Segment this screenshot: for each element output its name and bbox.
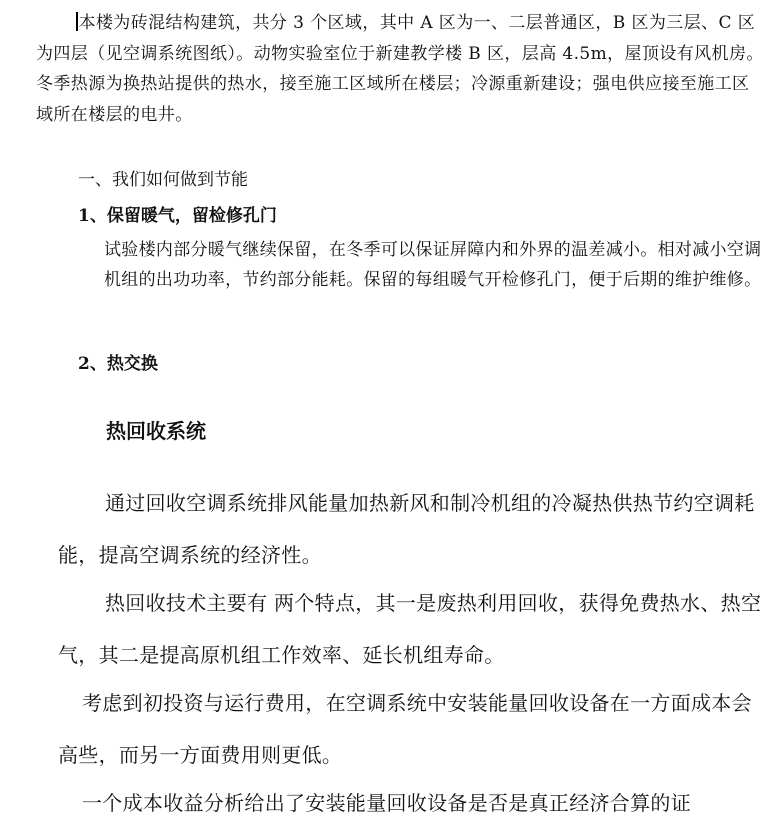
paragraph-heat-recovery-features: 热回收技术主要有 两个特点，其一是废热利用回收，获得免费热水、热空气，其二是提高原机组工作效率、延长机组寿命。 xyxy=(58,591,762,667)
subheading-keep-heating-body: 试验楼内部分暖气继续保留，在冬季可以保证屏障内和外界的温差减小。相对减小空调机组的出功功率，节约部分能耗。保留的每组暖气开检修孔门，便于后期的维护维修。 xyxy=(104,240,762,290)
paragraph-heat-recovery-intro: 通过回收空调系统排风能量加热新风和制冷机组的冷凝热供热节约空调耗能，提高空调系统的经济性。 xyxy=(58,491,755,567)
subheading-heat-exchange: 2、热交换 xyxy=(78,354,158,374)
subheading-keep-heating: 1、保留暖气，留检修孔门 xyxy=(78,206,277,226)
heading-how-to-save-energy: 一、我们如何做到节能 xyxy=(78,170,248,190)
paragraph-cost-benefit: 一个成本收益分析给出了安装能量回收设备是否是真正经济合算的证 xyxy=(82,791,691,815)
text-cursor xyxy=(76,12,78,31)
paragraph-cost-consideration: 考虑到初投资与运行费用，在空调系统中安装能量回收设备在一方面成本会高些，而另一方面费用则更低。 xyxy=(58,691,752,767)
section-title-heat-recovery: 热回收系统 xyxy=(106,419,206,443)
intro-text: 本楼为砖混结构建筑，共分 3 个区域，其中 A 区为一、二层普通区，B 区为三层、C 区为四层（见空调系统图纸）。动物实验室位于新建教学楼 B 区，层高 4.5m，屋顶设有风机房。冬季热源为换热站提供的热水，接至施工区域所在楼层；冷源重新建设；强电供应接至施工区域所在楼层的电井。 xyxy=(36,13,764,125)
intro-paragraph xyxy=(36,8,764,130)
